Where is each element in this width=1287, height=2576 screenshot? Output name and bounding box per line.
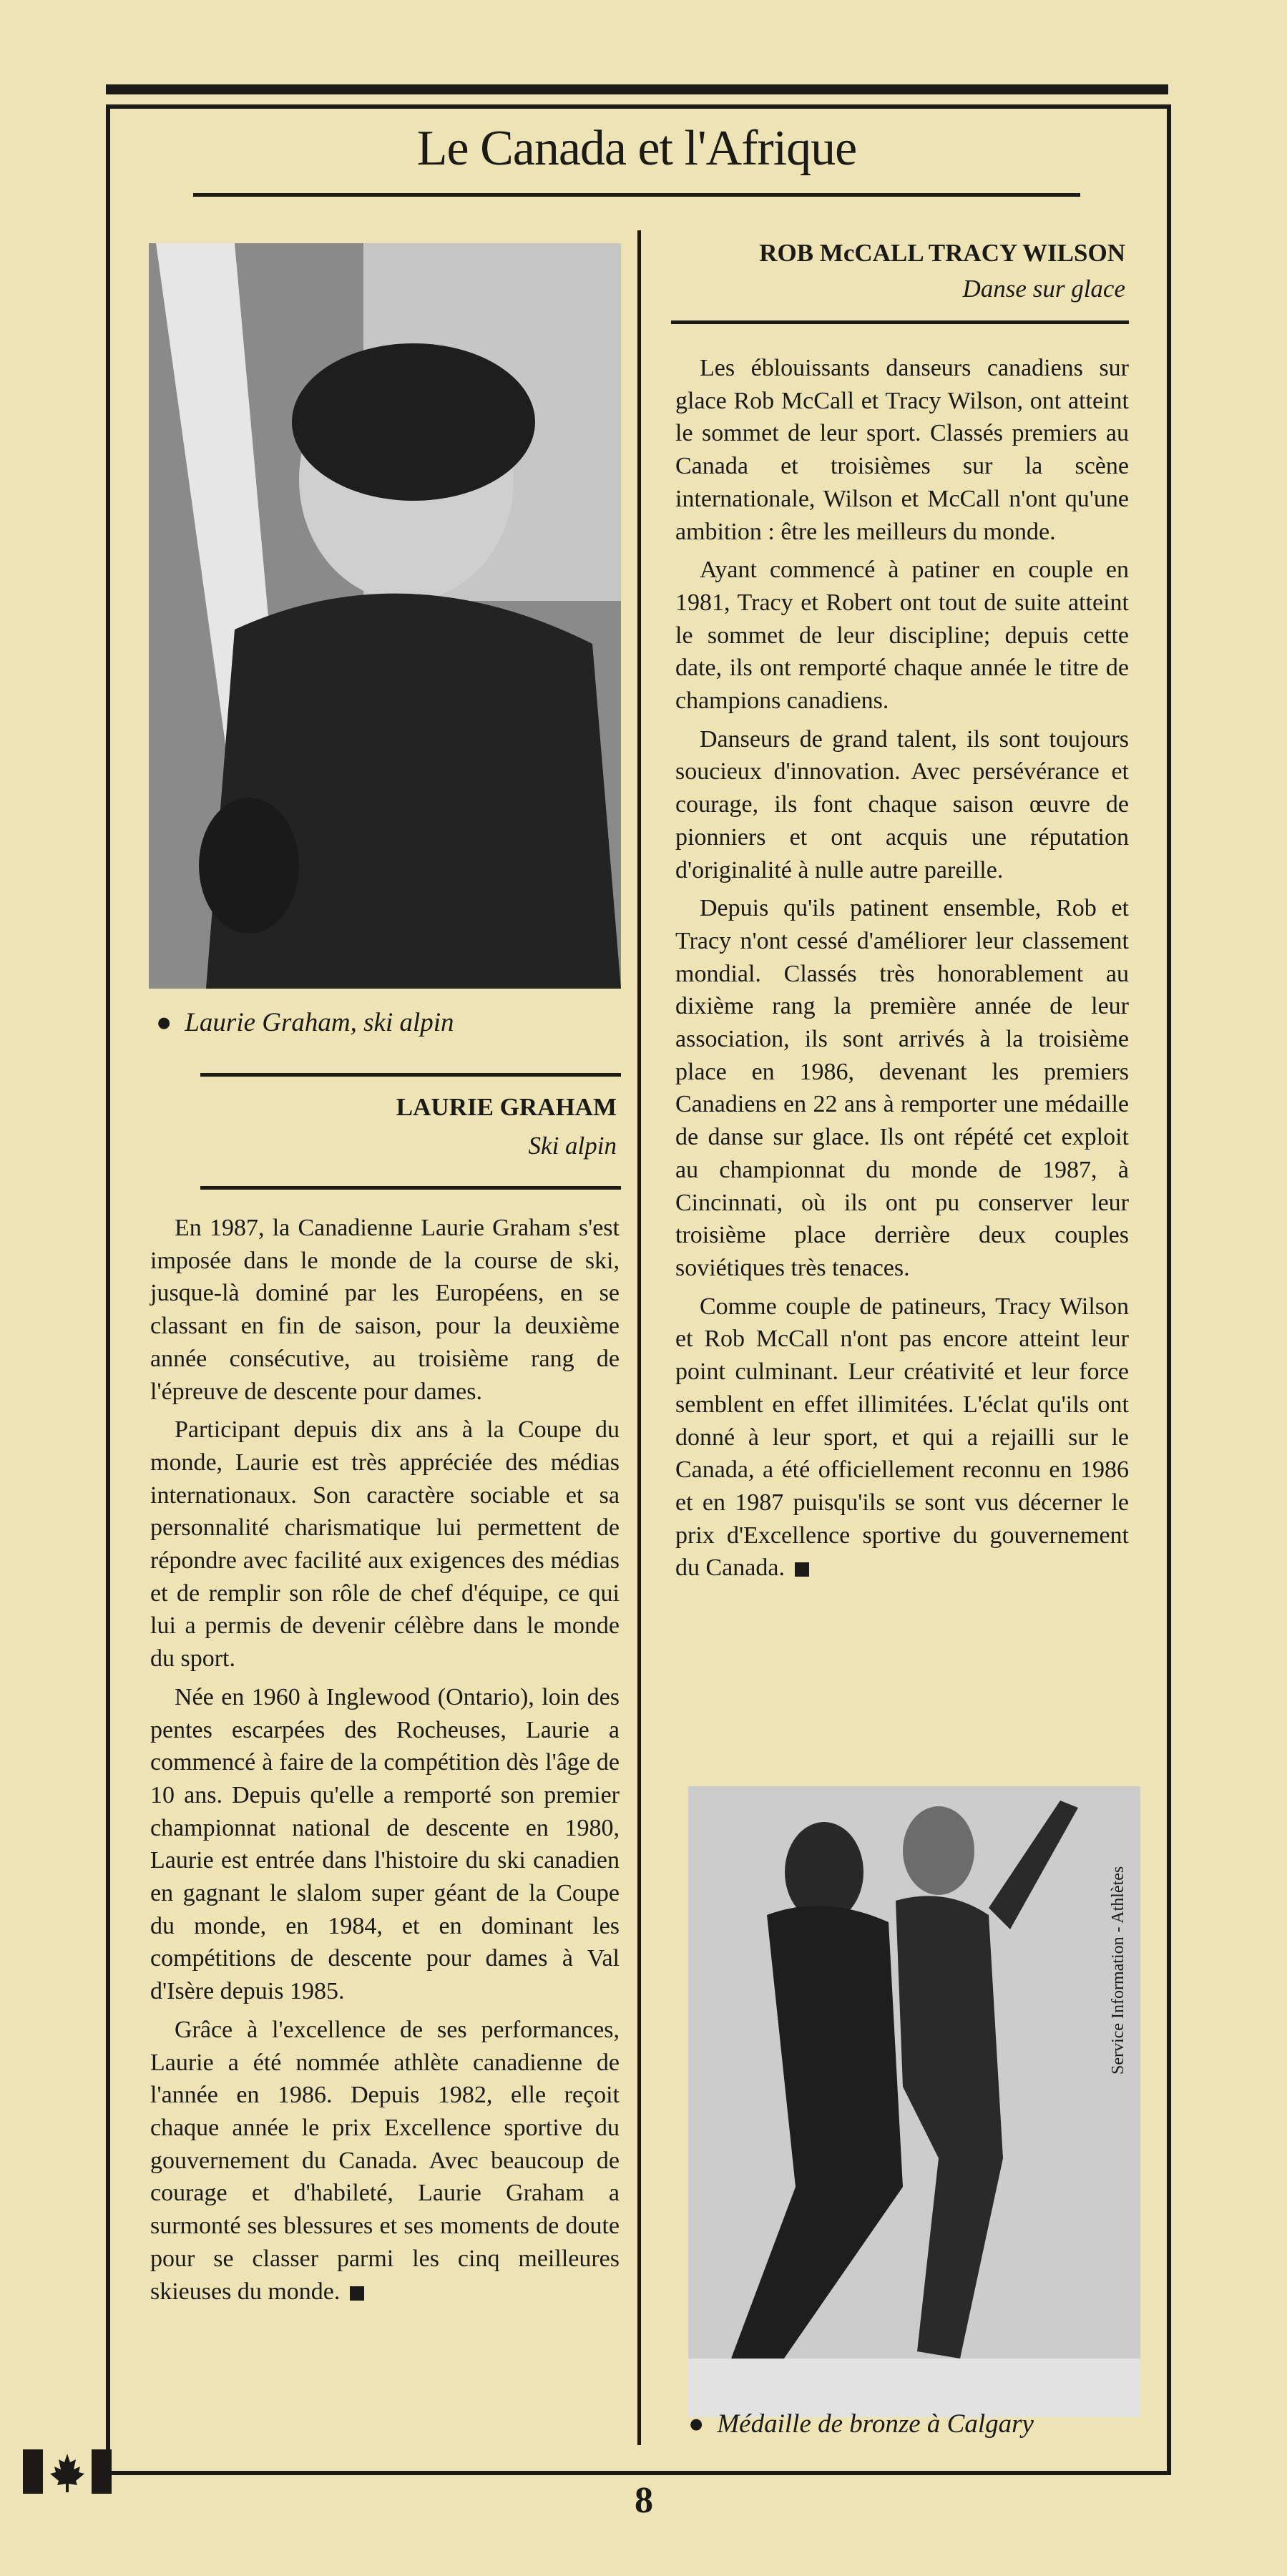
right-section-rule xyxy=(671,320,1129,324)
skaters-photo xyxy=(688,1786,1140,2417)
page-number: 8 xyxy=(635,2480,653,2521)
left-section-rule-bottom xyxy=(200,1186,621,1190)
right-paragraph-4: Depuis qu'ils patinent ensemble, Rob et Tracy n'ont cessé d'améliorer leur classement mondial. Classés très honorablement au dixième rang la première année de leur association, ils sont arrivés à la troisième place en 1986, devenant les premiers Canadiens en 22 ans à remporter une médaille de danse sur glace. Ils ont répété cet exploit au championnat du monde de 1987, à Cincinnati, où ils ont pu conserver leur troisième place derrière deux couples soviétiques très tenaces. xyxy=(675,895,1129,1281)
right-paragraph-5: Comme couple de patineurs, Tracy Wilson et Rob McCall n'ont pas encore atteint leur point culminant. Leur créativité et leur force semblent en effet illimitées. L'éclat qu'ils ont donné à leur sport, et qui a rejailli sur le Canada, a été officiellement reconnu en 1986 et en 1987 puisqu'ils se sont vus décerner le prix d'Excellence sportive du gouvernement du Canada. xyxy=(675,1293,1129,1582)
bullet-icon: ● xyxy=(156,1008,172,1037)
right-paragraph-2: Ayant commencé à patiner en couple en 1981, Tracy et Robert ont tout de suite atteint le sommet de leur discipline; depuis cette date, ils ont remporté chaque année le titre de champions canadiens. xyxy=(675,557,1129,715)
skier-photo-graphic xyxy=(149,243,621,989)
canadian-flag-icon xyxy=(23,2447,112,2497)
right-article-body xyxy=(675,352,1129,1590)
top-bar xyxy=(106,84,1168,94)
end-mark-icon xyxy=(795,1562,809,1577)
right-article-subtitle: Danse sur glace xyxy=(962,275,1125,303)
title-rule xyxy=(193,193,1080,197)
left-article-name: LAURIE GRAHAM xyxy=(396,1093,617,1121)
left-section-rule-top xyxy=(200,1073,621,1077)
right-article-name: ROB McCALL TRACY WILSON xyxy=(759,239,1125,267)
left-paragraph-1: En 1987, la Canadienne Laurie Graham s'est imposée dans le monde de la course de ski, jusque-là dominé par les Européens, en se classant en fin de saison, pour la deuxième année consécutive, au troisième rang de l'épreuve de descente pour dames. xyxy=(150,1215,620,1405)
left-paragraph-2: Participant depuis dix ans à la Coupe du monde, Laurie est très appréciée des médias internationaux. Son caractère sociable et sa personnalité charismatique lui permettent de répondre avec facilité aux exigences des médias et de remplir son rôle de chef d'équipe, ce qui lui a permis de devenir célèbre dans le monde du sport. xyxy=(150,1416,620,1673)
left-article-subtitle: Ski alpin xyxy=(528,1132,617,1160)
skier-photo xyxy=(149,243,621,989)
left-article-body xyxy=(150,1212,620,2313)
page-title: Le Canada et l'Afrique xyxy=(416,121,857,176)
photo-credit: Service Information - Athlètes xyxy=(1109,1866,1127,2075)
end-mark-icon xyxy=(350,2286,364,2301)
skaters-photo-caption: ● Médaille de bronze à Calgary xyxy=(688,2409,1034,2439)
bullet-icon: ● xyxy=(688,2409,705,2439)
left-paragraph-3: Née en 1960 à Inglewood (Ontario), loin des pentes escarpées des Rocheuses, Laurie a commencé à faire de la compétition dès l'âge de 10 ans. Depuis qu'elle a remporté son premier championnat national de descente en 1980, Laurie est entrée dans l'histoire du ski canadien en gagnant le slalom super géant de la Coupe du monde, en 1984, et en dominant les compétitions de descente pour dames à Val d'Isère depuis 1985. xyxy=(150,1683,620,2005)
right-paragraph-1: Les éblouissants danseurs canadiens sur glace Rob McCall et Tracy Wilson, ont atteint le sommet de leur sport. Classés premiers au Canada et troisièmes sur la scène internationale, Wilson et McCall n'ont qu'une ambition : être les meilleurs du monde. xyxy=(675,355,1129,545)
right-paragraph-3: Danseurs de grand talent, ils sont toujours soucieux d'innovation. Avec persévérance et courage, ils font chaque saison œuvre de pionniers et ont acquis une réputation d'originalité à nulle autre pareille. xyxy=(675,725,1129,883)
column-divider xyxy=(637,230,641,2445)
skier-photo-caption: ● Laurie Graham, ski alpin xyxy=(156,1008,454,1037)
skaters-photo-graphic xyxy=(688,1786,1140,2417)
left-paragraph-4: Grâce à l'excellence de ses performances, Laurie a été nommée athlète canadienne de l'année en 1986. Depuis 1982, elle reçoit chaque année le prix Excellence sportive du gouvernement du Canada. Avec beaucoup de courage et d'habileté, Laurie Graham a surmonté ses blessures et ses moments de doute pour se classer parmi les cinq meilleures skieuses du monde. xyxy=(150,2016,620,2305)
